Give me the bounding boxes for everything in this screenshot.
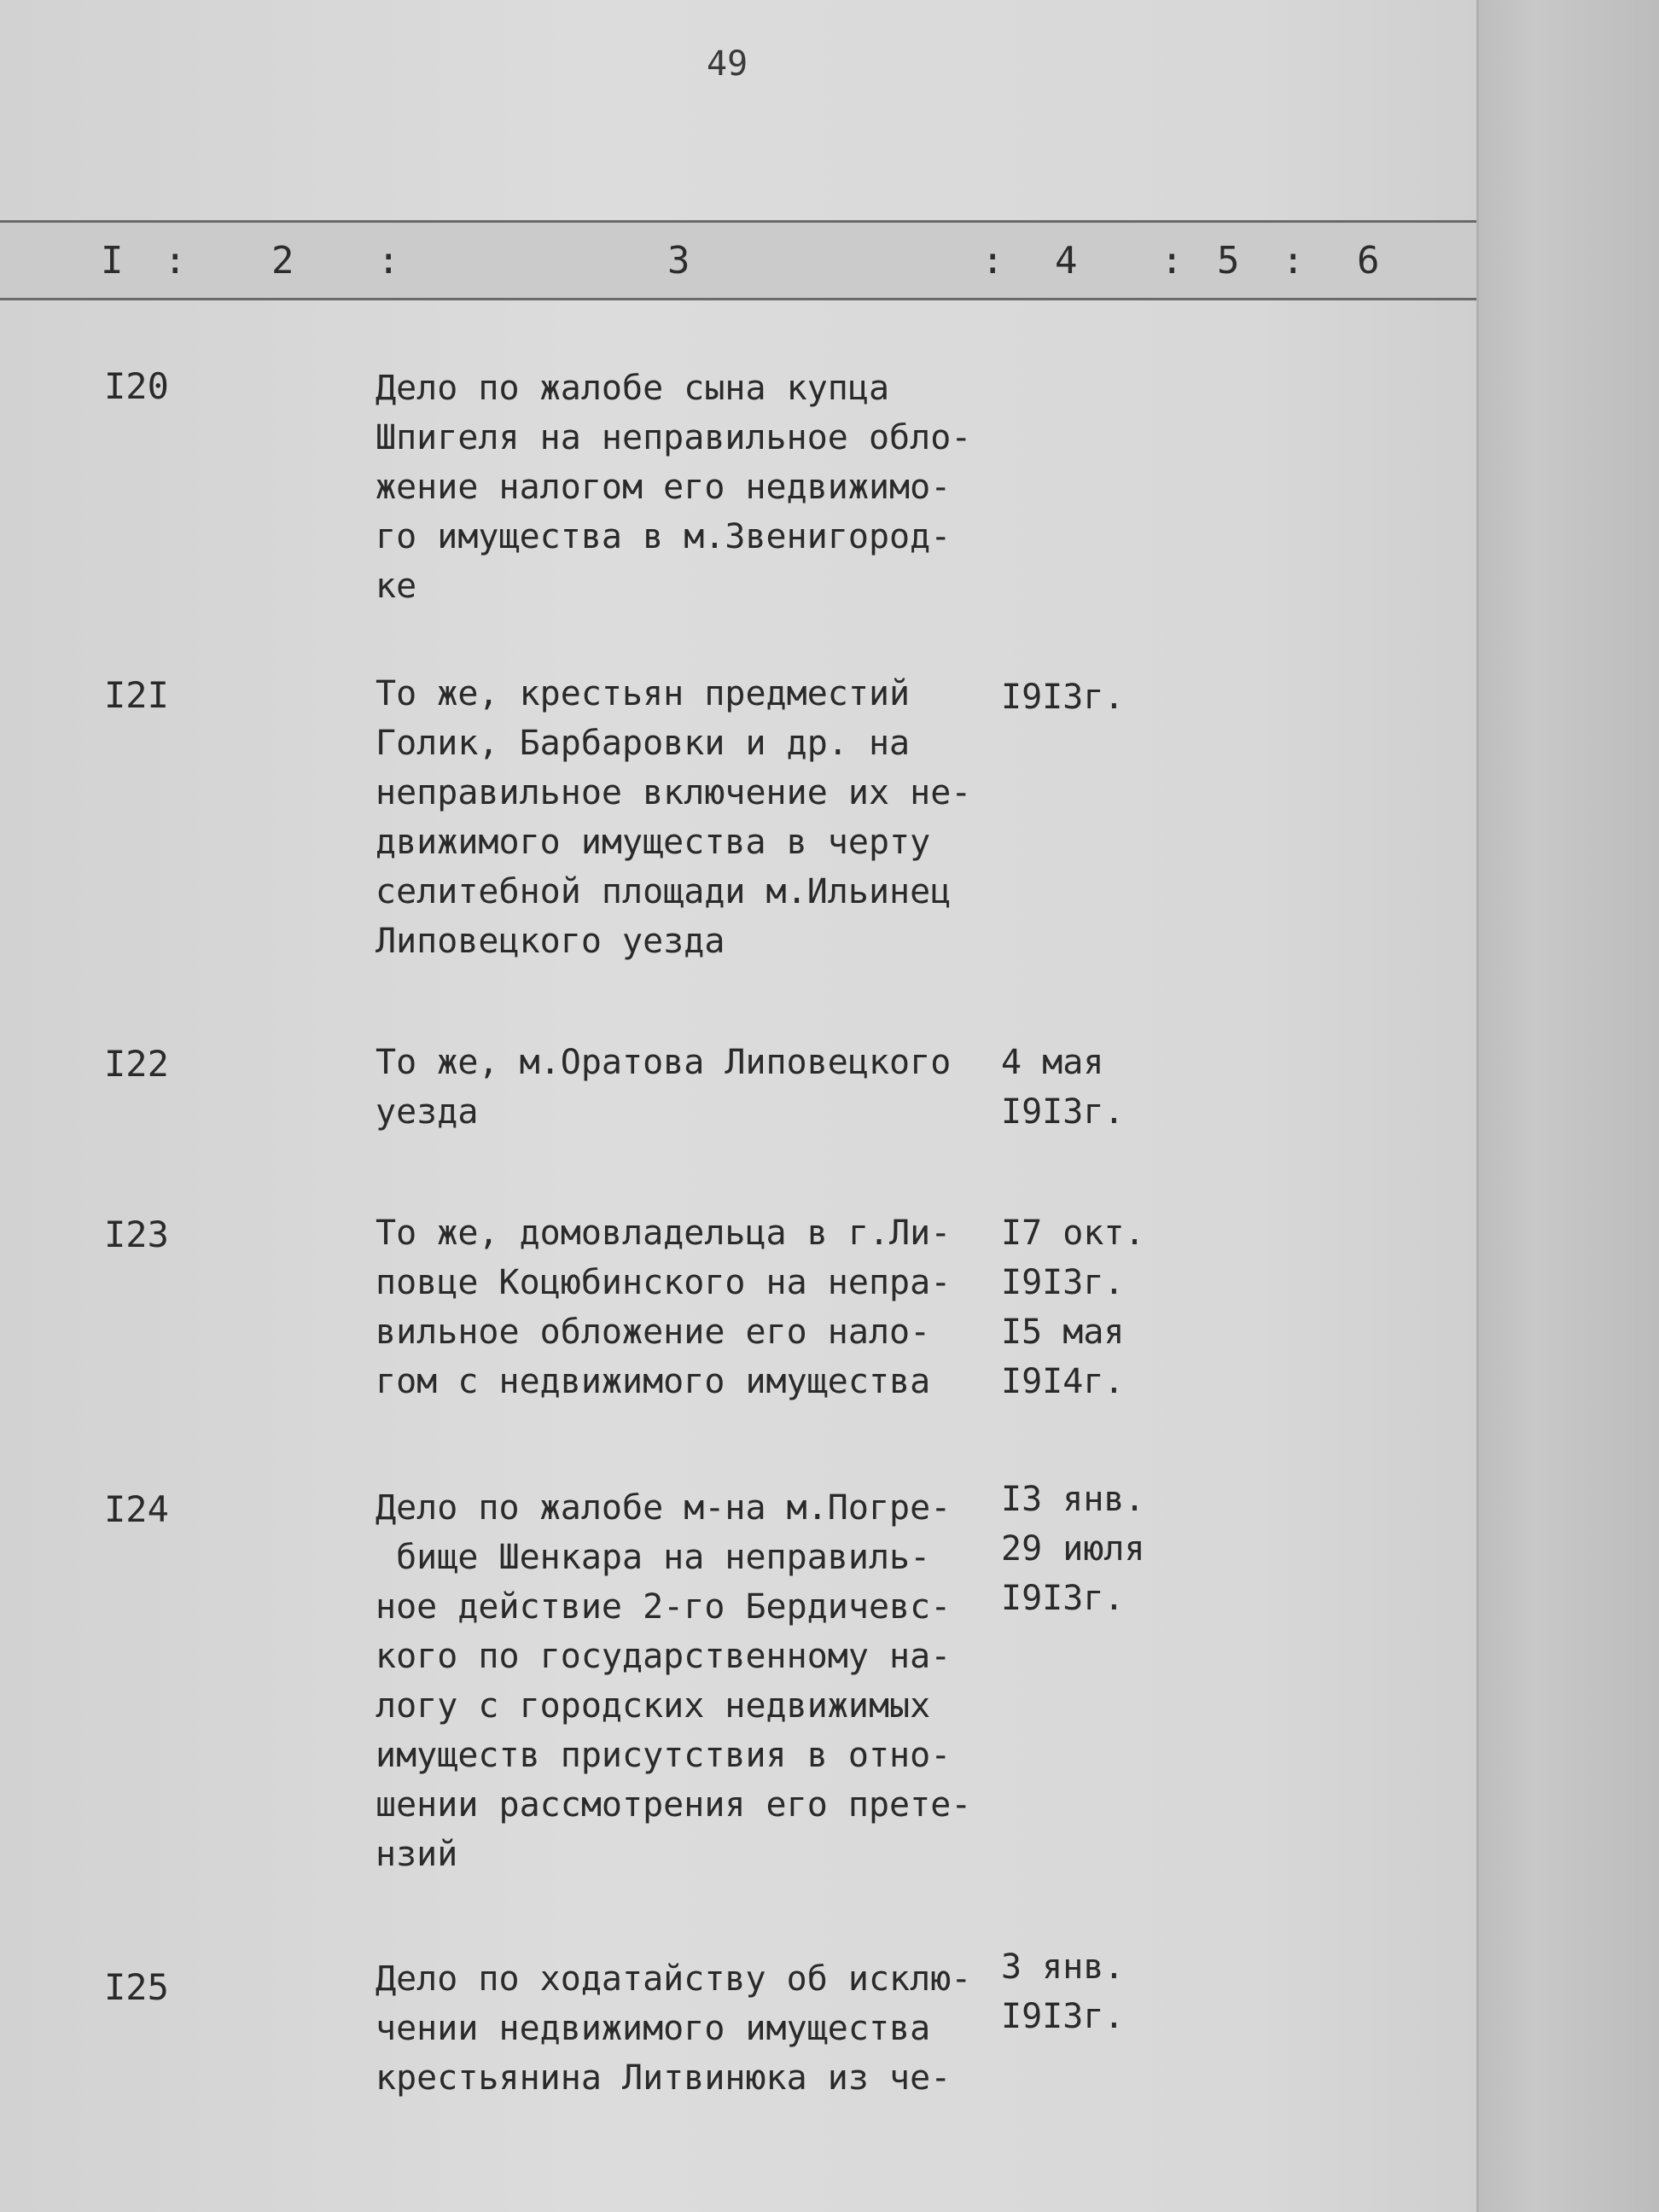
entry-text-line: ное действие 2-го Бердичевс- [375,1587,952,1627]
entry-description [375,1954,998,2103]
entry-text-line: неправильное включение их не- [375,773,972,812]
column-header-5: 5 [1217,239,1240,282]
entry-text-line: шении рассмотрения его прете- [375,1785,972,1825]
entry-text-line: чении недвижимого имущества [375,2009,931,2048]
entry-number: I25 [104,1966,169,2008]
entry-text-line: Дело по жалобе м-на м.Погре- [375,1488,952,1528]
entry-text-line: бище Шенкара на неправиль- [375,1538,931,1577]
entry-date-line: I9I3г. [1001,1997,1125,2036]
entry-text-line: Липовецкого уезда [375,922,725,961]
entry-text-line: То же, домовладельца в г.Ли- [375,1214,952,1253]
entry-text-line: Дело по жалобе сына купца [375,369,890,408]
entry-text-line: Шпигеля на неправильное обло- [375,418,972,457]
column-separator: : [1161,239,1184,282]
entry-date [1001,1942,1189,2041]
entry-date-line: 3 янв. [1001,1947,1125,1987]
entry-text-line: То же, м.Оратова Липовецкого [375,1043,952,1082]
entry-text-line: нзий [375,1835,458,1874]
entry-description [375,1038,998,1137]
page-edge-shadow [1476,0,1659,2212]
entry-text-line: логу с городских недвижимых [375,1686,931,1726]
page-number: 49 [707,44,748,84]
entry-text-line: уезда [375,1092,479,1132]
entry-text-line: вильное обложение его нало- [375,1313,931,1352]
entry-date-line: I5 мая [1001,1313,1125,1352]
entry-description [375,669,998,966]
entry-date [1001,1208,1189,1406]
entry-number: I20 [104,365,169,407]
entry-number: I22 [104,1043,169,1085]
entry-text-line: жение налогом его недвижимо- [375,468,952,507]
entry-text-line: повце Коцюбинского на непра- [375,1263,952,1302]
entry-text-line: Дело по ходатайству об исклю- [375,1959,972,1999]
entry-text-line: ке [375,567,417,606]
entry-number: I24 [104,1488,169,1530]
entry-text-line: селитебной площади м.Ильинец [375,872,952,911]
column-header-3: 3 [667,239,690,282]
entry-date [1001,1475,1189,1623]
entry-text-line: гом с недвижимого имущества [375,1362,931,1401]
entry-text-line: То же, крестьян предместий [375,674,911,713]
entry-date-line: I7 окт. [1001,1214,1145,1253]
entry-text-line: крестьянина Литвинюка из че- [375,2058,952,2098]
column-header-1: I [101,239,124,282]
entry-date-line: I9I3г. [1001,1579,1125,1618]
entry-date [1001,672,1189,722]
column-header-band [0,220,1476,300]
entry-text-line: го имущества в м.Звенигород- [375,517,952,556]
entry-date [1001,1038,1189,1137]
entry-description [375,364,998,611]
column-separator: : [164,239,187,282]
entry-date-line: I9I3г. [1001,1092,1125,1132]
entry-description [375,1208,998,1406]
entry-date-line: 29 июля [1001,1529,1145,1569]
entry-number: I23 [104,1214,169,1255]
entry-text-line: Голик, Барбаровки и др. на [375,724,911,763]
column-separator: : [377,239,400,282]
entry-date-line: I9I4г. [1001,1362,1125,1401]
entry-text-line: имуществ присутствия в отно- [375,1736,952,1775]
entry-date-line: I3 янв. [1001,1480,1145,1519]
column-header-2: 2 [271,239,294,282]
column-separator: : [1282,239,1305,282]
column-separator: : [981,239,1004,282]
entry-text-line: движимого имущества в черту [375,823,931,862]
column-header-6: 6 [1357,239,1380,282]
entry-date-line: I9I3г. [1001,678,1125,717]
entry-text-line: кого по государственному на- [375,1637,952,1676]
entry-number: I2I [104,674,169,716]
entry-description [375,1483,998,1879]
column-header-4: 4 [1055,239,1078,282]
entry-date-line: 4 мая [1001,1043,1104,1082]
entry-date-line: I9I3г. [1001,1263,1125,1302]
